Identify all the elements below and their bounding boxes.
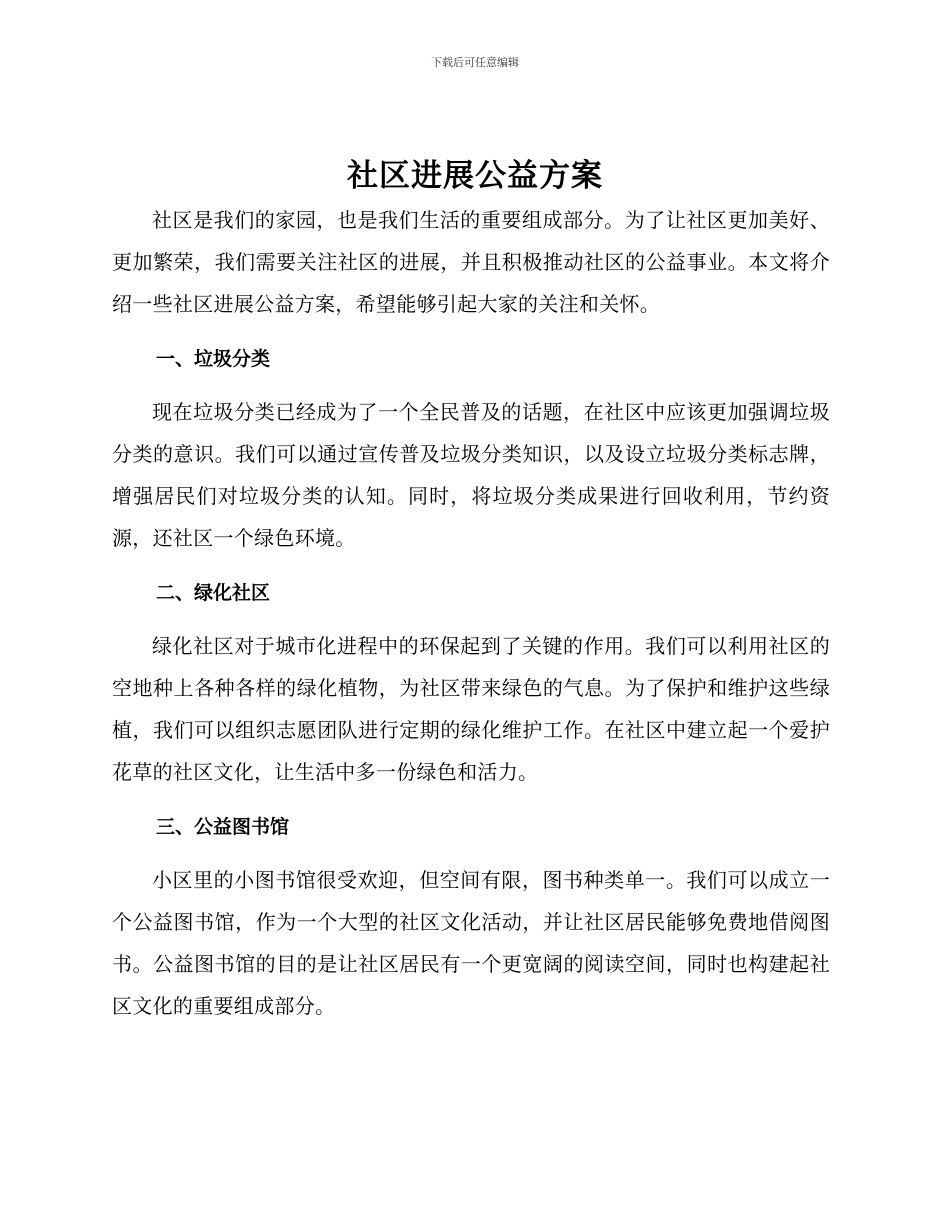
section-heading-garbage-sorting: 一、垃圾分类 bbox=[156, 348, 271, 370]
section-body-greening: 绿化社区对于城市化进程中的环保起到了关键的作用。我们可以利用社区的空地种上各种各样的绿化植物，为社区带来绿色的气息。为了保护和维护这些绿植，我们可以组织志愿团队进行定期的绿化维护工作。在社区中建立起一个爱护花草的社区文化，让生活中多一份绿色和活力。 bbox=[112, 634, 830, 784]
section-heading-library: 三、公益图书馆 bbox=[156, 816, 290, 838]
intro-paragraph: 社区是我们的家园，也是我们生活的重要组成部分。为了让社区更加美好、更加繁荣，我们需要关注社区的进展，并且积极推动社区的公益事业。本文将介绍一些社区进展公益方案，希望能够引起大家的关注和关怀。 bbox=[112, 208, 830, 316]
section-heading-greening: 二、绿化社区 bbox=[156, 582, 271, 604]
section-body-library: 小区里的小图书馆很受欢迎，但空间有限，图书种类单一。我们可以成立一个公益图书馆，作为一个大型的社区文化活动，并让社区居民能够免费地借阅图书。公益图书馆的目的是让社区居民有一个更宽阔的阅读空间，同时也构建起社区文化的重要组成部分。 bbox=[112, 868, 830, 1018]
document-body bbox=[112, 199, 830, 1027]
section-body-garbage-sorting: 现在垃圾分类已经成为了一个全民普及的话题，在社区中应该更加强调垃圾分类的意识。我们可以通过宣传普及垃圾分类知识，以及设立垃圾分类标志牌，增强居民们对垃圾分类的认知。同时，将垃圾分类成果进行回收利用，节约资源，还社区一个绿色环境。 bbox=[112, 400, 830, 550]
header-note: 下载后可任意编辑 bbox=[431, 56, 519, 69]
document-title: 社区进展公益方案 bbox=[347, 158, 603, 194]
